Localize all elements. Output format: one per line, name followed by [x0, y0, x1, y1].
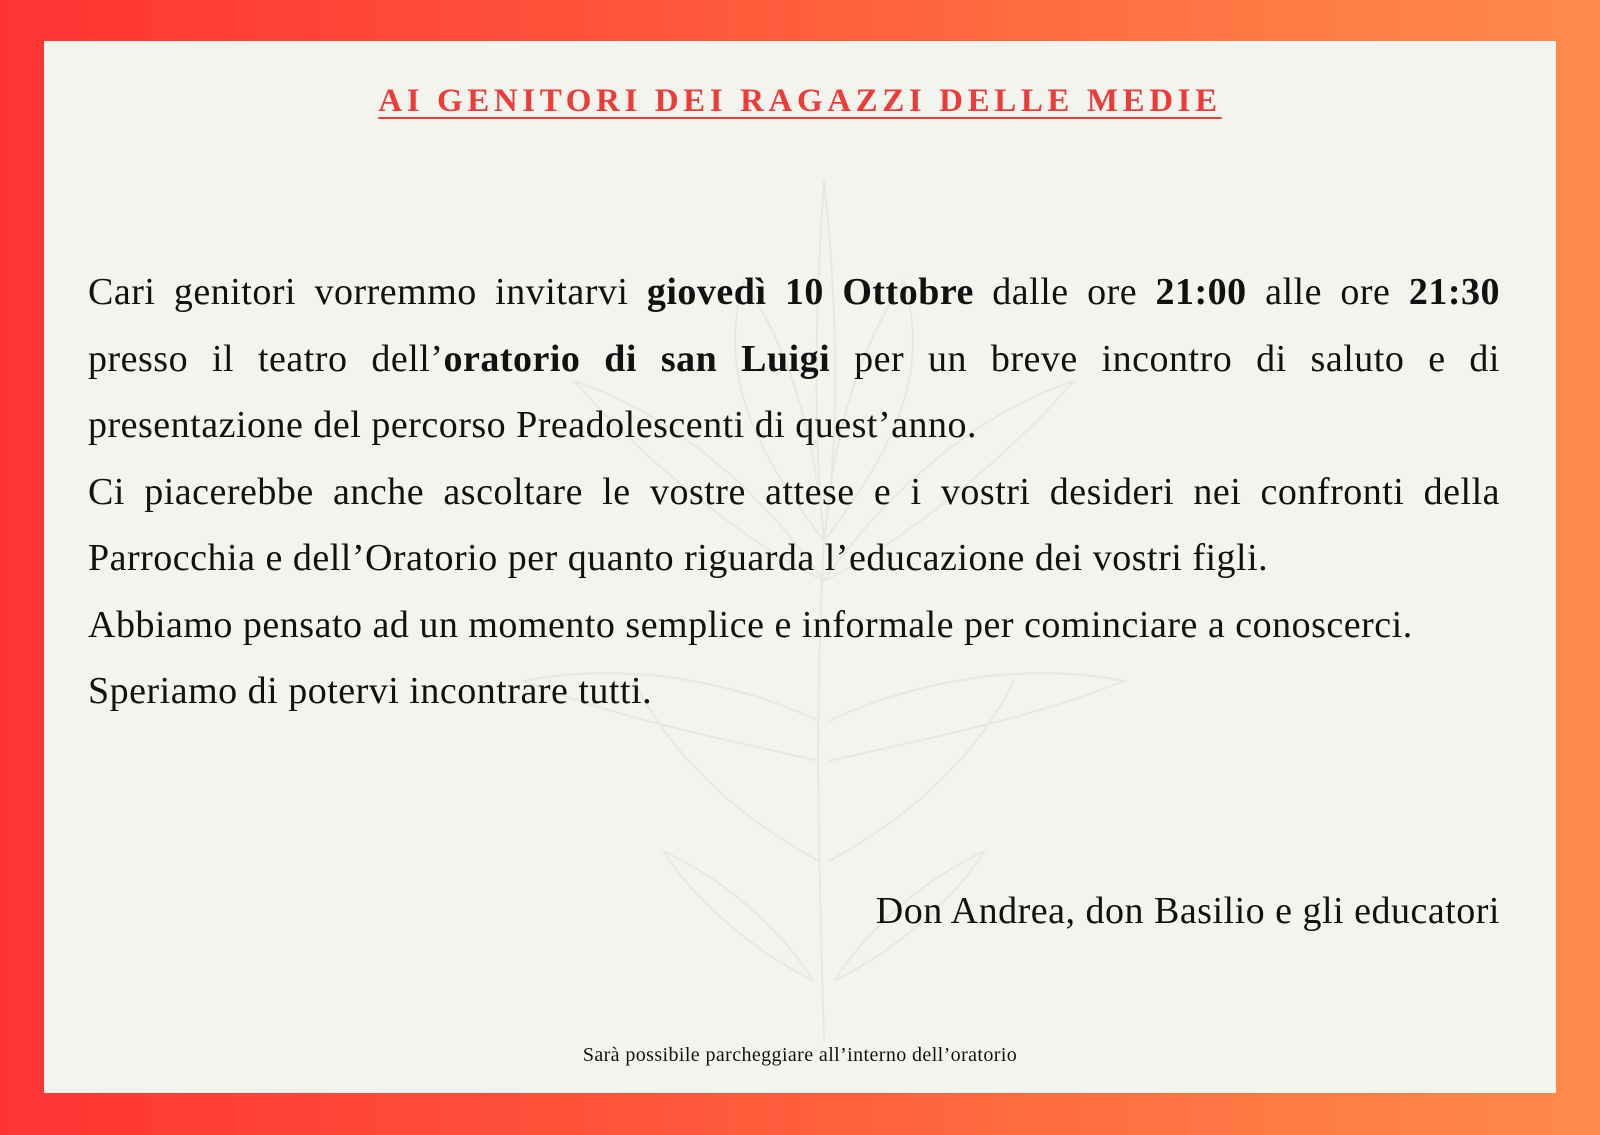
invitation-text-3: alle ore	[1246, 271, 1409, 313]
invitation-card	[44, 41, 1556, 1093]
page-title-text: AI GENITORI DEI RAGAZZI DELLE MEDIE	[378, 83, 1222, 119]
event-date: giovedì 10 Ottobre	[646, 271, 974, 313]
invitation-text-5: per un breve incontro di saluto e di presentazione del percorso Preadolescenti di quest’anno.	[88, 337, 1500, 446]
letter-body	[88, 259, 1500, 725]
parking-note: Sarà possibile parcheggiare all’interno dell’oratorio	[582, 1044, 1018, 1066]
paragraph-informal: Abbiamo pensato ad un momento semplice e informale per cominciare a conoscerci.	[88, 603, 1413, 646]
paragraph-closing: Speriamo di potervi incontrare tutti.	[88, 670, 653, 712]
invitation-text-1: Cari genitori vorremmo invitarvi	[88, 271, 647, 313]
invitation-text-2: dalle ore	[973, 271, 1156, 313]
paragraph-expectations: Ci piacerebbe anche ascoltare le vostre attese e i vostri desideri nei confronti della Parrocchia e dell’Oratorio per quanto riguarda l’educazione dei vostri figli.	[88, 470, 1500, 579]
signature: Don Andrea, don Basilio e gli educatori	[875, 890, 1500, 932]
start-time: 21:00	[1155, 271, 1247, 313]
invitation-text-4: presso il teatro dell’	[88, 337, 444, 380]
paragraph-invitation	[88, 259, 1500, 459]
page-title	[44, 83, 1556, 120]
end-time: 21:30	[1408, 271, 1500, 313]
event-location: oratorio di san Luigi	[443, 337, 831, 380]
